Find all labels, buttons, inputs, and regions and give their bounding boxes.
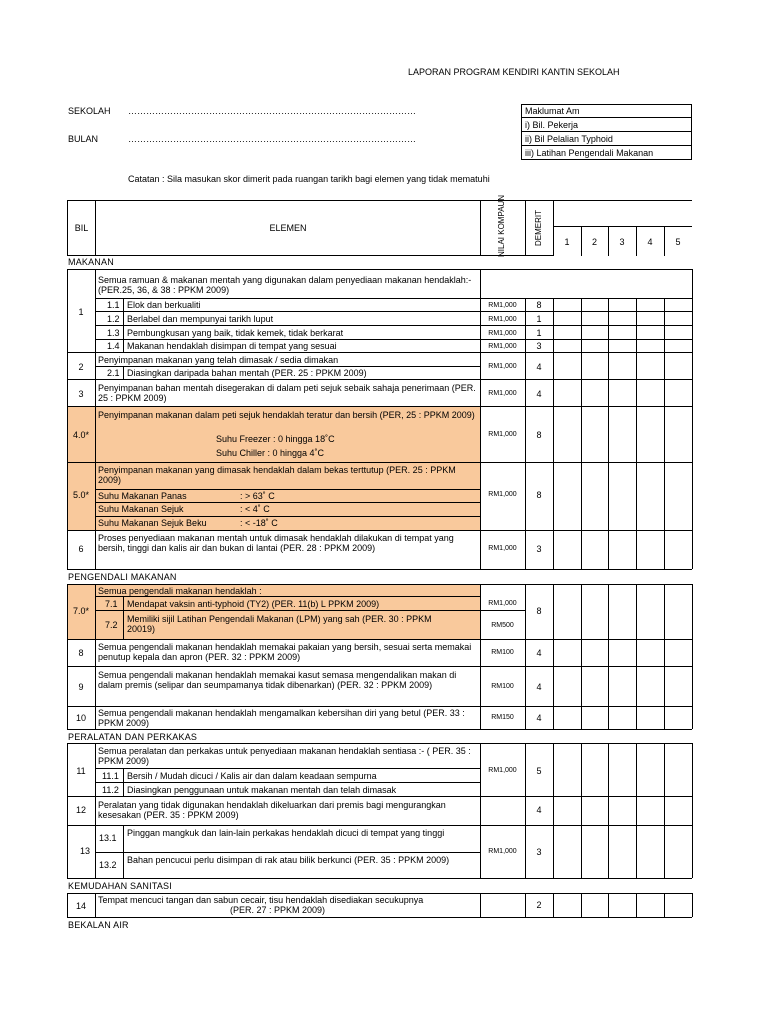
row-14-demerit: 2 [536, 900, 542, 910]
row-7-2-text: Memiliki sijil Latihan Pengendali Makanan (LPM) yang sah (PER. 30 : PPKM 20019) [127, 614, 432, 634]
row-4-demerit: 8 [536, 430, 542, 440]
page-title: LAPORAN PROGRAM KENDIRI KANTIN SEKOLAH [408, 67, 620, 77]
row-2-bil: 2 [78, 362, 84, 372]
row-1-2-no: 1.2 [107, 314, 120, 324]
row-1-3-kompaun: RM1,000 [488, 330, 517, 337]
section-kemudahan: KEMUDAHAN SANITASI [68, 881, 172, 891]
row-1-bil: 1 [78, 307, 84, 317]
row-7-1-no: 7.1 [105, 599, 118, 609]
row-3-text: Penyimpanan bahan mentah disegerakan di dalam peti sejuk sebaik sahaja penerimaan (PER. 25 : PPKM 2009) [98, 383, 476, 403]
row-14-ref: (PER. 27 : PPKM 2009) [230, 905, 326, 915]
day-3: 3 [619, 237, 625, 247]
section-pengendali: PENGENDALI MAKANAN [68, 572, 177, 582]
row-7-demerit: 8 [536, 606, 542, 616]
row-6-kompaun: RM1,000 [488, 545, 517, 552]
maklumat-bil-pekerja: i) Bil. Pekerja [525, 120, 579, 130]
row-6-text: Proses penyediaan makanan mentah untuk dimasak hendaklah dilakukan di tempat yang bersih, tinggi dan kalis air dan bukan di lantai (PER. 28 : PPKM 2009) [98, 533, 454, 553]
maklumat-heading: Maklumat Am [525, 106, 580, 116]
bulan-field[interactable]: …………………………………………………………………………………… [128, 134, 416, 144]
row-14-bil: 14 [75, 901, 86, 911]
row-11-demerit: 5 [536, 766, 542, 776]
row-9-bil: 9 [78, 682, 84, 692]
section-bekalan: BEKALAN AIR [68, 920, 129, 930]
day-4: 4 [647, 237, 653, 247]
row-4-freezer: Suhu Freezer : 0 hingga 18˚C [216, 434, 335, 444]
row-7-text: Semua pengendali makanan hendaklah : [98, 586, 262, 596]
row-4-chiller: Suhu Chiller : 0 hingga 4˚C [216, 448, 325, 458]
header-demerit: DEMERIT [534, 210, 543, 246]
row-13-demerit: 3 [536, 847, 542, 857]
row-10-bil: 10 [75, 713, 86, 723]
row-5-beku: Suhu Makanan Sejuk Beku [98, 518, 207, 528]
row-1-1-demerit: 8 [536, 300, 542, 310]
sekolah-label: SEKOLAH [68, 106, 111, 116]
row-11-2-no: 11.2 [102, 785, 119, 795]
row-1-1-text: Elok dan berkualiti [127, 300, 201, 310]
row-1-3-no: 1.3 [107, 328, 120, 338]
row-1-4-demerit: 3 [536, 341, 542, 351]
header-bil: BIL [74, 223, 89, 233]
catatan-note: Catatan : Sila masukan skor dimerit pada ruangan tarikh bagi elemen yang tidak mematuhi [128, 174, 490, 184]
row-2-demerit: 4 [536, 362, 542, 372]
row-1-text: Semua ramuan & makanan mentah yang digunakan dalam penyediaan makanan hendaklah:- (PER.25, 36, & 38 : PPKM 2009) [98, 275, 472, 295]
row-1-3-demerit: 1 [536, 328, 542, 338]
row-11-bil: 11 [76, 766, 86, 776]
row-8-text: Semua pengendali makanan hendaklah memakai pakaian yang bersih, sesuai serta memakai penutup kepala dan apron (PER. 32 : PPKM 2009) [98, 642, 472, 662]
maklumat-pelalian: ii) Bil Pelalian Typhoid [525, 134, 613, 144]
row-14-text: Tempat mencuci tangan dan sabun cecair, tisu hendaklah disediakan secukupnya [98, 895, 424, 905]
row-13-kompaun: RM1,000 [488, 848, 517, 855]
row-2-kompaun: RM1,000 [488, 363, 517, 370]
sekolah-field[interactable]: …………………………………………………………………………………… [128, 106, 416, 116]
day-1: 1 [564, 237, 570, 247]
row-1-2-text: Berlabel dan mempunyai tarikh luput [127, 314, 274, 324]
row-5-panas-value: : > 63˚ C [240, 491, 275, 501]
day-2: 2 [591, 237, 597, 247]
row-11-2-text: Diasingkan penggunaan untuk makanan mentah dan telah dimasak [127, 785, 397, 795]
row-6-demerit: 3 [536, 544, 542, 554]
row-11-kompaun: RM1,000 [488, 767, 517, 774]
row-8-demerit: 4 [536, 648, 542, 658]
section-makanan: MAKANAN [68, 257, 114, 267]
row-7-2-no: 7.2 [105, 620, 118, 630]
row-5-kompaun: RM1,000 [488, 491, 517, 498]
row-1-4-no: 1.4 [107, 341, 120, 351]
row-9-demerit: 4 [536, 682, 542, 692]
row-12-demerit: 4 [536, 805, 542, 815]
row-11-text: Semua peralatan dan perkakas untuk penyediaan makanan hendaklah sentiasa :- ( PER. 35 : PPKM 2009) [98, 746, 471, 766]
row-13-1-text: Pinggan mangkuk dan lain-lain perkakas hendaklah dicuci di tempat yang tinggi [127, 828, 445, 838]
row-5-bil: 5.0* [72, 490, 89, 500]
header-nilai-kompaun: NILAI KOMPAUN [497, 194, 506, 257]
maklumat-latihan: iii) Latihan Pengendali Makanan [525, 148, 654, 158]
row-2-text: Penyimpanan makanan yang telah dimasak / sedia dimakan [98, 355, 339, 365]
row-4-bil: 4.0* [72, 430, 89, 440]
row-1-1-no: 1.1 [107, 300, 120, 310]
row-10-kompaun: RM150 [491, 714, 514, 721]
row-6-bil: 6 [78, 544, 84, 554]
row-13-2-text: Bahan pencucui perlu disimpan di rak atau bilik berkunci (PER. 35 : PPKM 2009) [127, 855, 450, 865]
row-10-demerit: 4 [536, 713, 542, 723]
row-3-demerit: 4 [536, 389, 542, 399]
row-5-sejuk-value: : < 4˚ C [240, 504, 270, 514]
row-13-1-no: 13.1 [99, 833, 117, 843]
row-1-2-kompaun: RM1,000 [488, 316, 517, 323]
row-4-text: Penyimpanan makanan dalam peti sejuk hendaklah teratur dan bersih (PER, 25 : PPKM 2009) [98, 410, 475, 420]
row-13-2-no: 13.2 [99, 860, 117, 870]
row-8-bil: 8 [78, 648, 84, 658]
row-1-4-kompaun: RM1,000 [488, 343, 517, 350]
row-7-2-kompaun: RM500 [491, 622, 514, 629]
row-5-sejuk: Suhu Makanan Sejuk [98, 504, 184, 514]
row-1-1-kompaun: RM1,000 [488, 302, 517, 309]
row-7-1-text: Mendapat vaksin anti-typhoid (TY2) (PER. 11(b) L PPKM 2009) [127, 599, 380, 609]
row-12-text: Peralatan yang tidak digunakan hendaklah dikeluarkan dari premis bagi mengurangkan kesesakan (PER. 35 : PPKM 2009) [98, 800, 446, 820]
row-5-demerit: 8 [536, 490, 542, 500]
row-13-bil: 13 [80, 846, 91, 856]
row-4-kompaun: RM1,000 [488, 431, 517, 438]
row-1-2-demerit: 1 [536, 314, 542, 324]
bulan-label: BULAN [68, 134, 99, 144]
day-5: 5 [675, 237, 681, 247]
row-2-1-no: 2.1 [107, 368, 120, 378]
row-1-3-text: Pembungkusan yang baik, tidak kemek, tidak berkarat [127, 328, 344, 338]
row-5-panas: Suhu Makanan Panas [98, 491, 187, 501]
row-12-bil: 12 [75, 805, 86, 815]
row-8-kompaun: RM100 [491, 649, 514, 656]
row-9-kompaun: RM100 [491, 683, 514, 690]
row-11-1-no: 11.1 [102, 771, 119, 781]
header-elemen: ELEMEN [269, 223, 307, 233]
row-7-1-kompaun: RM1,000 [488, 600, 517, 607]
row-11-1-text: Bersih / Mudah dicuci / Kalis air dan dalam keadaan sempurna [127, 771, 377, 781]
row-3-bil: 3 [78, 389, 84, 399]
section-peralatan: PERALATAN DAN PERKAKAS [68, 732, 198, 742]
row-5-text: Penyimpanan makanan yang dimasak hendaklah dalam bekas terttutup (PER. 25 : PPKM 2009) [98, 465, 456, 485]
row-2-1-text: Diasingkan daripada bahan mentah (PER. 25 : PPKM 2009) [127, 368, 367, 378]
row-3-kompaun: RM1,000 [488, 390, 517, 397]
row-1-4-text: Makanan hendaklah disimpan di tempat yang sesuai [127, 341, 337, 351]
row-5-beku-value: : < -18˚ C [240, 518, 278, 528]
row-10-text: Semua pengendali makanan hendaklah mengamalkan kebersihan diri yang betul (PER. 33 : PPKM 2009) [98, 708, 465, 728]
row-9-text: Semua pengendali makanan hendaklah memakai kasut semasa mengendalikan makan di dalam premis (selipar dan seumpamanya tidak dibenarkan) (PER. 32 : PPKM 2009) [98, 670, 457, 690]
row-7-bil: 7.0* [72, 606, 89, 616]
